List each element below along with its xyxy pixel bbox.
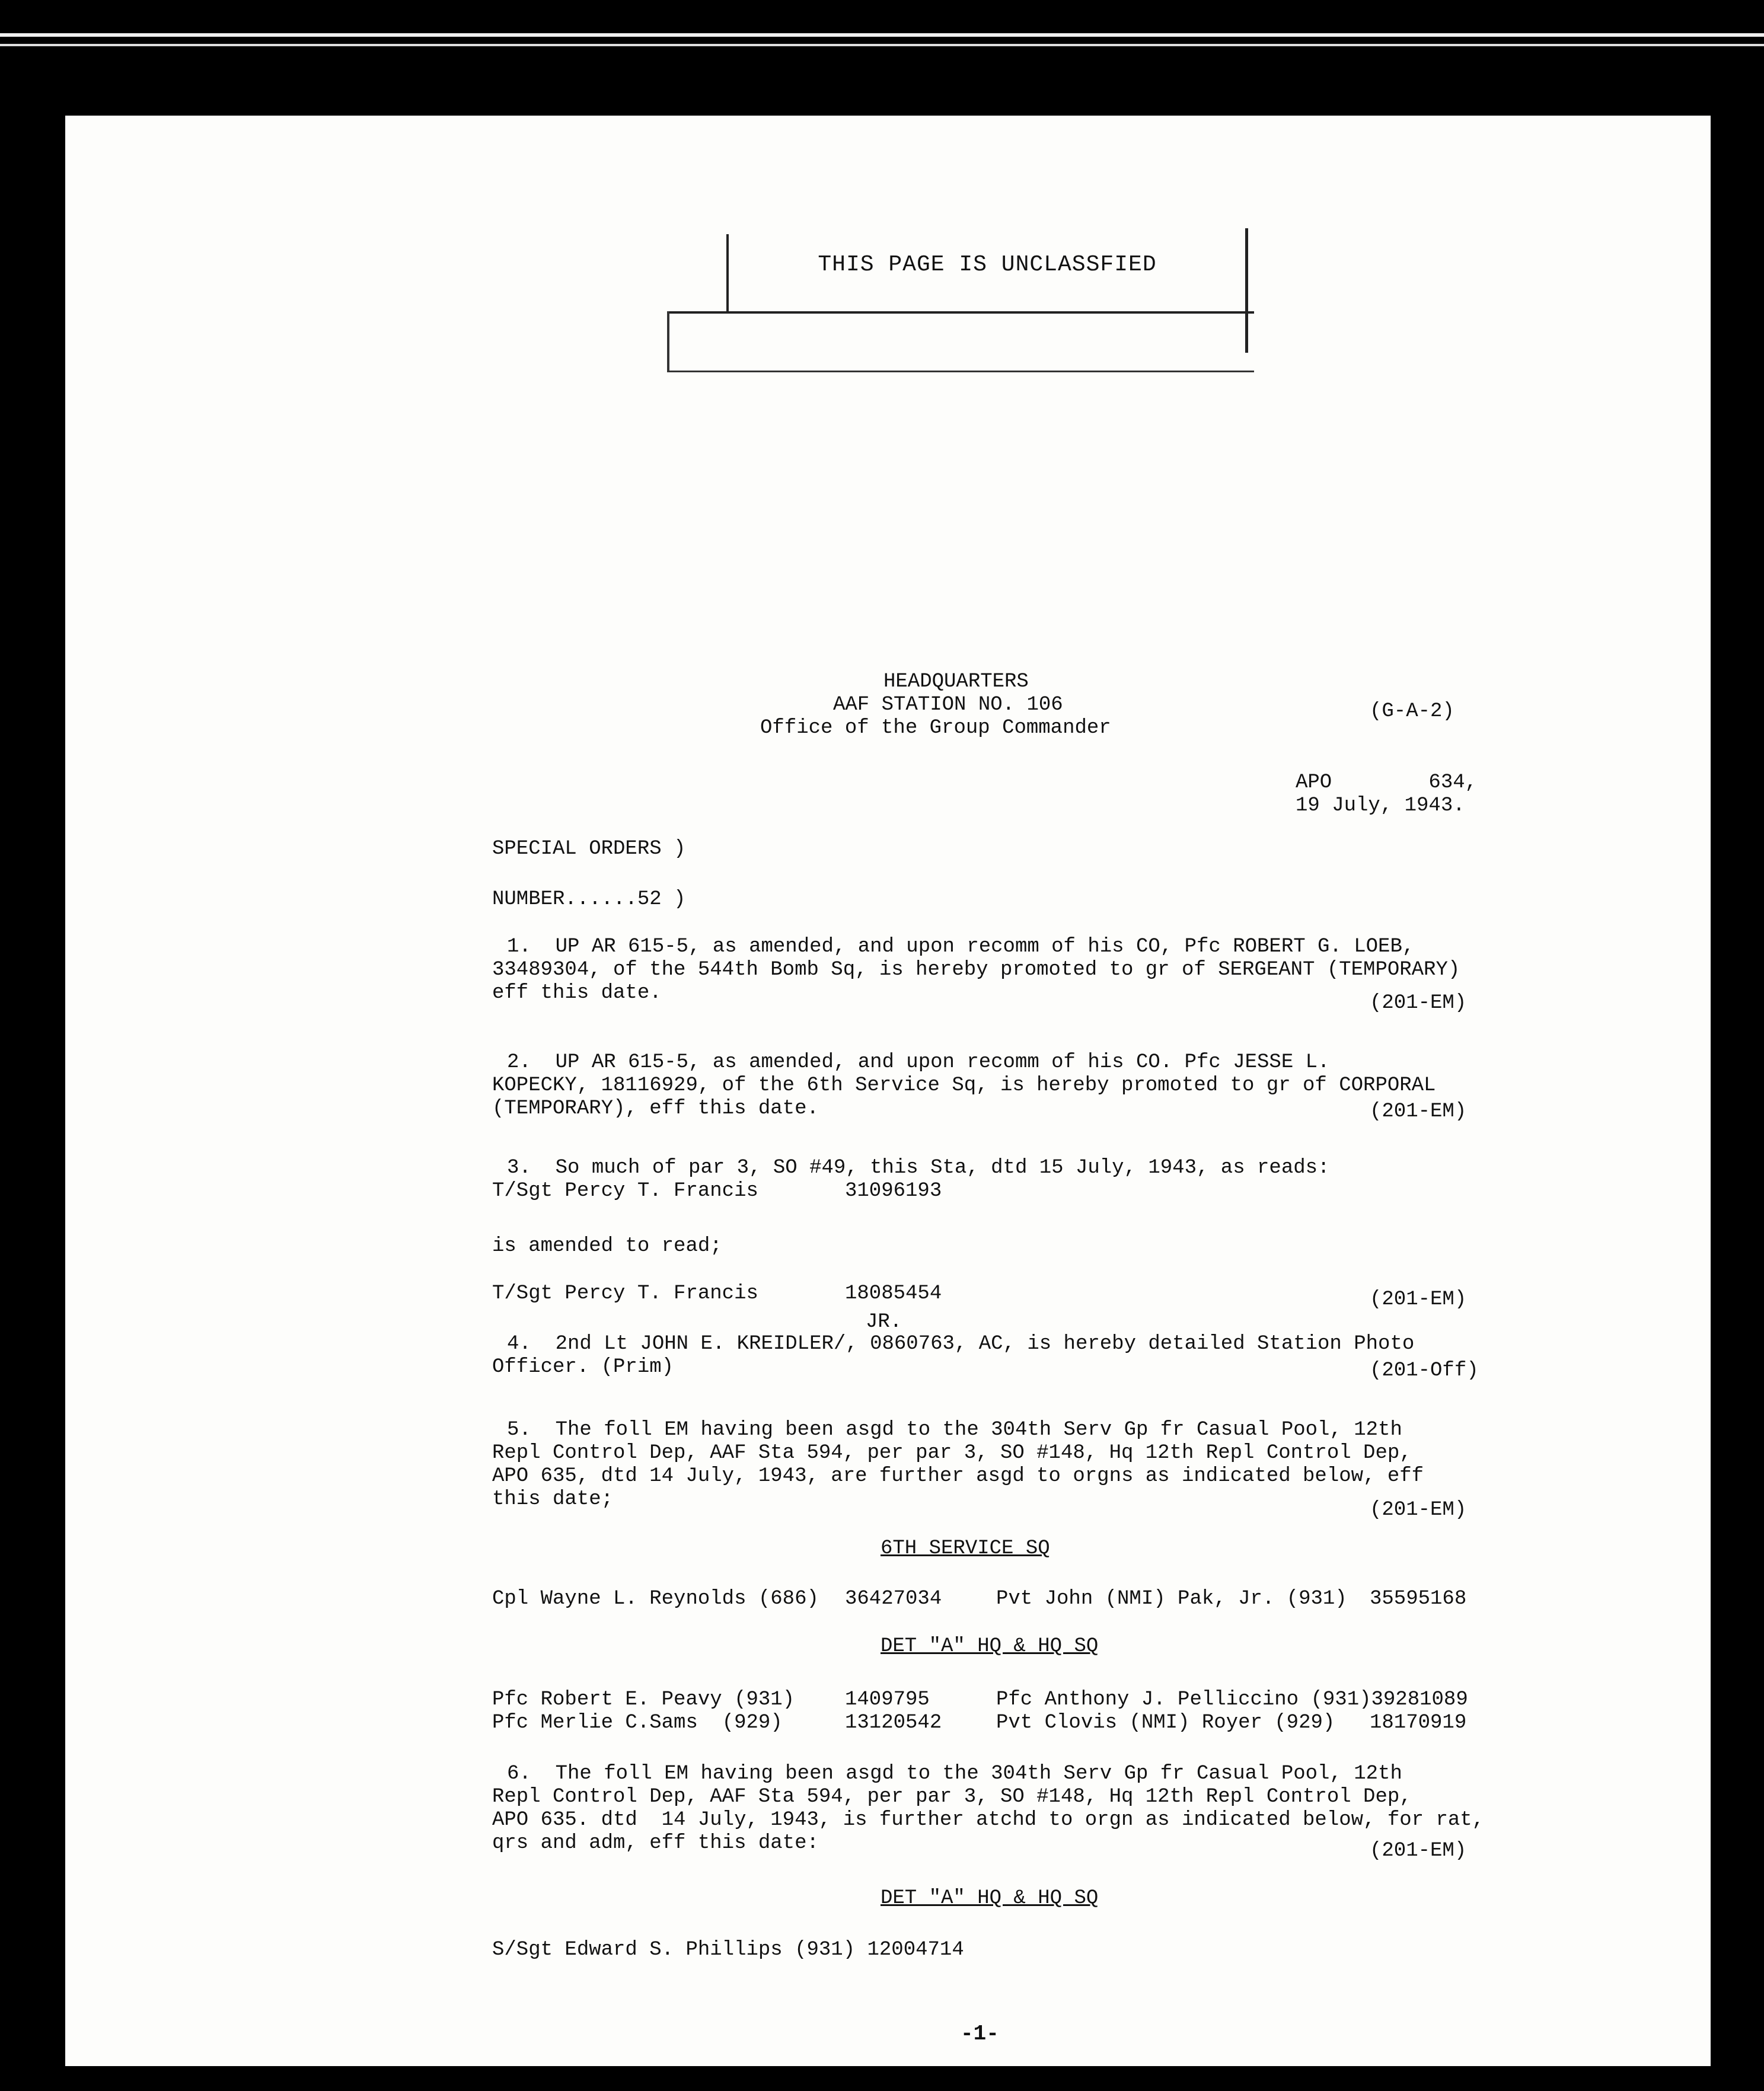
stamp-border [667,371,1254,372]
roster-number: 36427034 [845,1588,942,1610]
header-line-3: Office of the Group Commander [760,717,1111,739]
para2-line3: (TEMPORARY), eff this date. [492,1097,819,1120]
special-orders-number: NUMBER......52 ) [492,888,686,911]
roster-entry: Pfc Robert E. Peavy (931) [492,1688,795,1711]
scan-border-line [0,44,1764,46]
scan-border-line [0,33,1764,37]
para5-line2: Repl Control Dep, AAF Sta 594, per par 3, SO #148, Hq 12th Repl Control Dep, [492,1442,1412,1464]
para6-line3: APO 635. dtd 14 July, 1943, is further atchd to orgn as indicated below, for rat, [492,1809,1485,1831]
stamp-border [1245,228,1248,353]
roster-number: 18170919 [1370,1712,1467,1734]
roster-entry: S/Sgt Edward S. Phillips (931) 12004714 [492,1939,964,1961]
roster-number: 1409795 [845,1688,930,1711]
roster-entry: Cpl Wayne L. Reynolds (686) [492,1588,819,1610]
special-orders-title: SPECIAL ORDERS ) [492,838,686,860]
scan-top-border [0,0,1764,119]
apo-line: APO 634, [1296,771,1478,794]
para6-line1: 6. The foll EM having been asgd to the 304th Serv Gp fr Casual Pool, 12th [507,1763,1402,1785]
para4-insert: JR. [866,1311,902,1333]
para5-line1: 5. The foll EM having been asgd to the 304th Serv Gp fr Casual Pool, 12th [507,1419,1402,1441]
classification-banner: THIS PAGE IS UNCLASSFIED [818,252,1157,277]
para5-line3: APO 635, dtd 14 July, 1943, are further asgd to orgns as indicated below, eff [492,1465,1424,1487]
roster-entry: Pvt Clovis (NMI) Royer (929) [996,1712,1335,1734]
classification-stamp [726,228,1248,376]
document-page [65,116,1711,2066]
para2-line1: 2. UP AR 615-5, as amended, and upon recomm of his CO. Pfc JESSE L. [507,1051,1330,1074]
date-line: 19 July, 1943. [1296,794,1465,817]
para4-ref: (201-Off) [1370,1359,1479,1382]
para1-line3: eff this date. [492,982,662,1004]
para5-line4: this date; [492,1488,614,1511]
roster-entry: Pvt John (NMI) Pak, Jr. (931) [996,1588,1347,1610]
para3-row1-number: 31096193 [845,1180,942,1202]
para1-ref: (201-EM) [1370,992,1467,1014]
para1-line2: 33489304, of the 544th Bomb Sq, is hereby promoted to gr of SERGEANT (TEMPORARY) [492,959,1460,981]
header-code: (G-A-2) [1370,700,1454,723]
para5-ref: (201-EM) [1370,1499,1467,1521]
para3-ref: (201-EM) [1370,1288,1467,1311]
para4-line2: Officer. (Prim) [492,1356,674,1378]
para6-line4: qrs and adm, eff this date: [492,1832,819,1854]
para4-line1: 4. 2nd Lt JOHN E. KREIDLER/, 0860763, AC, is hereby detailed Station Photo [507,1333,1415,1355]
roster-number: 13120542 [845,1712,942,1734]
para1-line1: 1. UP AR 615-5, as amended, and upon recomm of his CO, Pfc ROBERT G. LOEB, [507,936,1415,958]
para3-row2-number: 18085454 [845,1282,942,1305]
para6-ref: (201-EM) [1370,1840,1467,1862]
header-line-2: AAF STATION NO. 106 [833,694,1063,716]
para3-row2-name: T/Sgt Percy T. Francis [492,1282,758,1305]
roster-number: 35595168 [1370,1588,1467,1610]
para2-ref: (201-EM) [1370,1100,1467,1123]
para3-line1: 3. So much of par 3, SO #49, this Sta, dtd 15 July, 1943, as reads: [507,1157,1330,1179]
para3-amended: is amended to read; [492,1235,722,1257]
para2-line2: KOPECKY, 18116929, of the 6th Service Sq, is hereby promoted to gr of CORPORAL [492,1074,1436,1097]
stamp-border [667,311,1254,314]
roster-entry: Pfc Anthony J. Pelliccino (931)39281089 [996,1688,1468,1711]
stamp-border [667,311,669,371]
page-number: -1- [961,2022,999,2046]
unit-heading: DET "A" HQ & HQ SQ [881,1887,1099,1910]
para3-row1-name: T/Sgt Percy T. Francis [492,1180,758,1202]
unit-heading: 6TH SERVICE SQ [881,1537,1050,1560]
unit-heading: DET "A" HQ & HQ SQ [881,1635,1099,1658]
header-line-1: HEADQUARTERS [883,671,1029,693]
roster-entry: Pfc Merlie C.Sams (929) [492,1712,783,1734]
para6-line2: Repl Control Dep, AAF Sta 594, per par 3, SO #148, Hq 12th Repl Control Dep, [492,1786,1412,1808]
